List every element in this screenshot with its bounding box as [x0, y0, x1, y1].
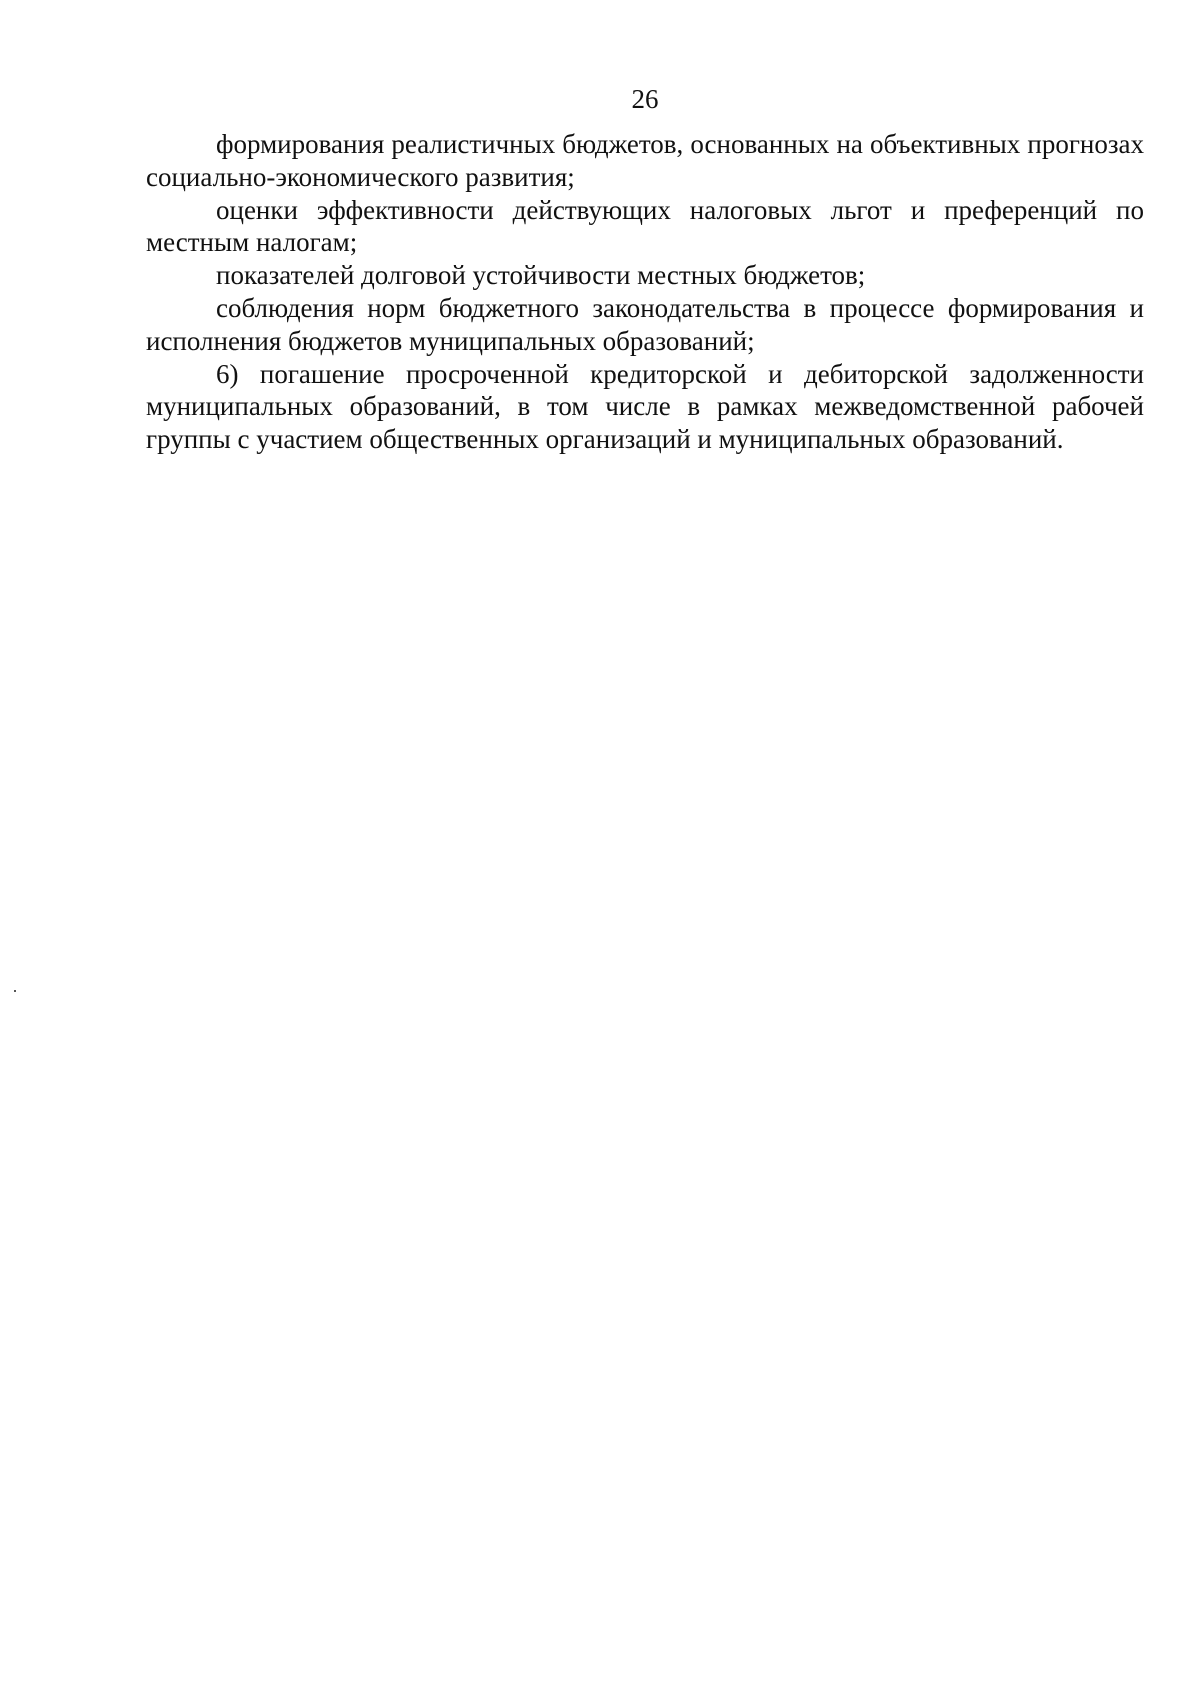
scan-speck — [14, 990, 16, 992]
paragraph-tax-benefits: оценки эффективности действующих налоговых льгот и преференций по местным налогам; — [146, 194, 1144, 258]
paragraph-overdue-debt: 6) погашение просроченной кредиторской и дебиторской задолженности муниципальных образований, в том числе в рамках межведомственной рабочей группы с участием общественных организаций и муниципальных образований. — [146, 358, 1144, 455]
paragraph-debt-sustainability: показателей долговой устойчивости местных бюджетов; — [216, 260, 866, 291]
paragraph-budget-legislation: соблюдения норм бюджетного законодательства в процессе формирования и исполнения бюджетов муниципальных образований; — [146, 292, 1144, 356]
document-body — [146, 128, 1144, 456]
page-number: 26 — [631, 84, 659, 114]
paragraph-realistic-budgets: формирования реалистичных бюджетов, основанных на объективных прогнозах социально-экономического развития; — [146, 129, 1144, 192]
